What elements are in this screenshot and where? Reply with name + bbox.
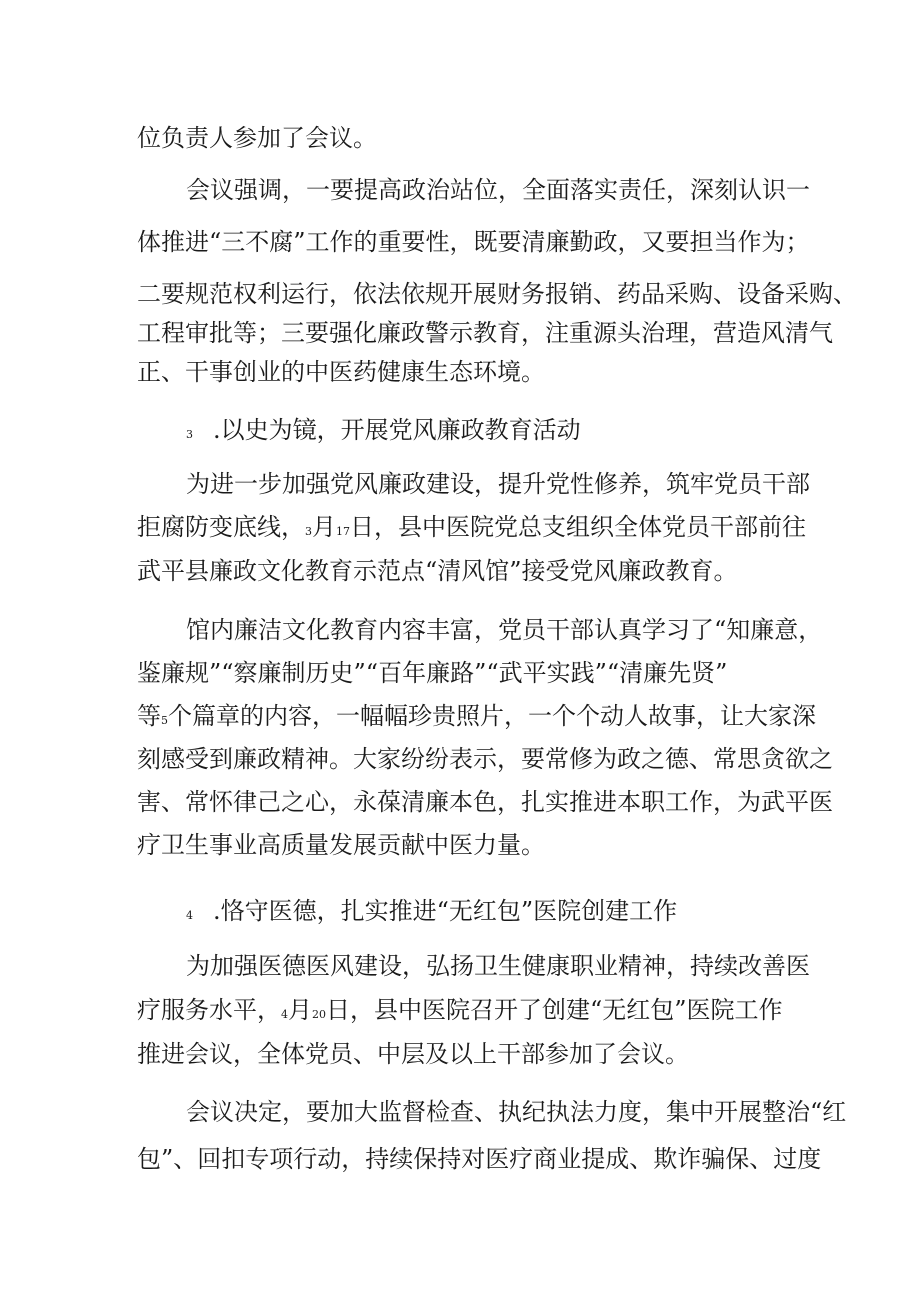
text-line: 位负责人参加了会议。 [137, 124, 377, 152]
text-number: 17 [336, 525, 350, 538]
text-number: 5 [161, 714, 168, 727]
text-line: 刻感受到廉政精神。大家纷纷表示，要常修为政之德、常思贪欲之 [137, 745, 833, 773]
text-segment: 等 [137, 702, 161, 730]
text-segment: 月 [288, 996, 312, 1024]
text-segment: 月 [312, 513, 336, 541]
section-heading [186, 896, 677, 931]
text-line: 正、干事创业的中医药健康生态环境。 [137, 358, 545, 386]
text-line: 馆内廉洁文化教育内容丰富，党员干部认真学习了“知廉意， [186, 616, 823, 644]
section-heading [186, 415, 581, 450]
text-line [137, 995, 783, 1030]
text-line: 疗卫生事业高质量发展贡献中医力量。 [137, 831, 545, 859]
text-line: 包”、回扣专项行动，持续保持对医疗商业提成、欺诈骗保、过度 [137, 1145, 822, 1173]
text-segment: 日，县中医院党总支组织全体党员干部前往 [350, 513, 806, 541]
heading-number: 3 [186, 428, 193, 441]
text-line: 武平县廉政文化教育示范点“清风馆”接受党风廉政教育。 [137, 557, 738, 585]
text-line: 鉴廉规”“察廉制历史”“百年廉路”“武平实践”“清廉先贤” [137, 659, 728, 687]
heading-number: 4 [186, 909, 193, 922]
heading-text: .恪守医德，扎实推进“无红包”医院创建工作 [213, 897, 678, 925]
text-line: 害、常怀律己之心，永葆清廉本色，扎实推进本职工作，为武平医 [137, 788, 833, 816]
text-line [137, 701, 816, 736]
text-number: 4 [281, 1008, 288, 1021]
text-line [137, 512, 806, 547]
text-line: 会议强调，一要提高政治站位，全面落实责任，深刻认识一 [186, 176, 810, 204]
text-line: 为进一步加强党风廉政建设，提升党性修养，筑牢党员干部 [186, 470, 810, 498]
text-segment: 疗服务水平， [137, 996, 281, 1024]
text-segment: 拒腐防变底线， [137, 513, 305, 541]
text-line: 推进会议，全体党员、中层及以上干部参加了会议。 [137, 1040, 689, 1068]
text-segment: 个篇章的内容，一幅幅珍贵照片，一个个动人故事，让大家深 [168, 702, 816, 730]
text-line: 为加强医德医风建设，弘扬卫生健康职业精神，持续改善医 [186, 952, 810, 980]
text-line: 会议决定，要加大监督检查、执纪执法力度，集中开展整治“红 [186, 1098, 847, 1126]
text-line: 工程审批等；三要强化廉政警示教育，注重源头治理，营造风清气 [137, 319, 833, 347]
heading-text: .以史为镜，开展党风廉政教育活动 [213, 416, 581, 444]
text-segment: 日，县中医院召开了创建“无红包”医院工作 [326, 996, 783, 1024]
text-line: 体推进“三不腐”工作的重要性，既要清廉勤政，又要担当作为； [137, 228, 810, 256]
text-number: 20 [312, 1008, 326, 1021]
text-number: 3 [305, 525, 312, 538]
text-line: 二要规范权利运行，依法依规开展财务报销、药品采购、设备采购、 [137, 280, 857, 308]
